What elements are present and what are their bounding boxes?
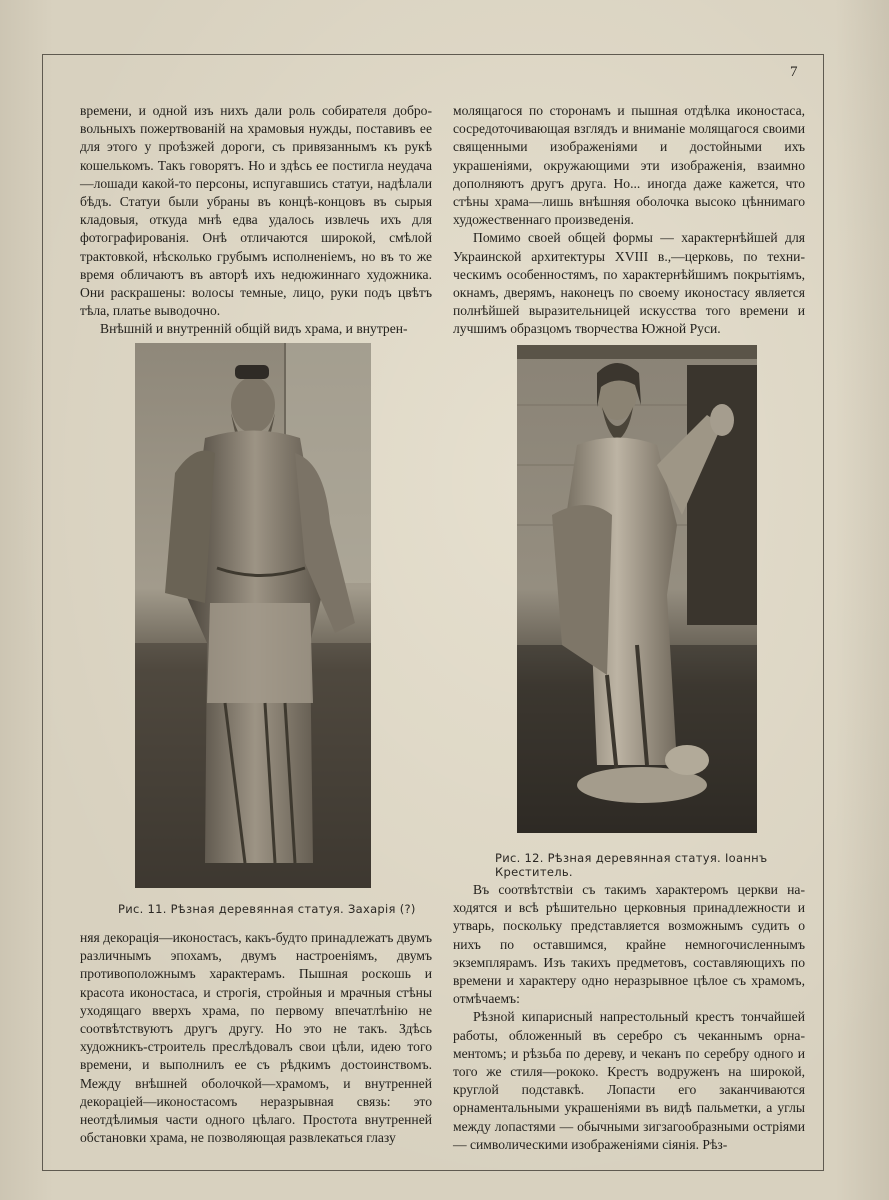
figure-caption-right: Рис. 12. Рѣзная деревянная статуя. Іоаннъ Креститель. — [495, 851, 768, 879]
paragraph: Внѣшній и внутренній общій видъ храма, и внутрен- — [100, 321, 408, 337]
right-column-bottom — [453, 881, 805, 1154]
paragraph: времени, и одной изъ нихъ дали роль собирателя добровольныхъ пожертвованій на храмовыя нужды, поставивъ ее для этого у проѣзжей дороги, съ привязаннымъ къ рукѣ кошелькомъ. Такъ говорятъ. Но и здѣсь ее постигла неудача—лошади какой-то персоны, испугавшись статуи, надѣлали бѣдъ. Статуи были убраны въ концѣ-концовъ въ сырыя кладовыя, откуда мнѣ едва удалось извлечь ихъ для фотографированія. Онѣ отличаются широкой, смѣлой трактовкой, нѣсколько грубымъ исполненіемъ, но въ то же время обличаютъ въ авторѣ ихъ недюжиннаго художника. Они раскрашены: волосы темные, лицо, руки подъ цвѣтъ тѣла, платье выводочно. — [80, 103, 432, 319]
statue-photo-illustration — [517, 345, 757, 833]
figure-caption-left: Рис. 11. Рѣзная деревянная статуя. Захарія (?) — [118, 902, 416, 916]
carved-statue-john-baptist-photo — [517, 345, 757, 833]
paragraph: няя декорація—иконостасъ, какъ-будто принадлежатъ двумъ различнымъ эпохамъ, двумъ настроеніямъ, двумъ противоположнымъ характерамъ. Пышная роскошь и красота иконостаса, и строгія, стройныя и мрачныя стѣны уходящаго вверхъ храма, по первому впечатлѣнію не соотвѣтствуютъ другъ другу. Но это не такъ. Здѣсь художникъ-строитель преслѣдовалъ свои цѣли, идею того времени, и выполнилъ ее съ рѣдкимъ достоинствомъ. Между внѣшней оболочкой—храмомъ, и внутренней декораціей—иконостасомъ неразрывная связь: это неотдѣлимыя части одного цѣлаго. Простота внутренней обстановки храма, не позволяющая развлекаться глазу — [80, 930, 432, 1146]
paragraph: Помимо своей общей формы — характернѣйшей для Украинской архитектуры XVIII в.,—церковь, по техническимъ особенностямъ, по характернѣйшимъ покрытіямъ, окнамъ, дверямъ, наконецъ по своему иконостасу является полнѣйшей выразительницей искусства того времени и лучшимъ образцомъ творчества Южной Руси. — [453, 230, 805, 337]
paragraph: Рѣзной кипарисный напрестольный крестъ тончайшей работы, обложенный въ серебро съ чеканнымъ орнаментомъ; и рѣзьба по дереву, и чеканъ по серебру одного и того же стиля—рококо. Крестъ водруженъ на широкой, круглой подставкѣ. Лопасти его заканчиваются орнаментальными украшеніями въ видѣ пальметки, а углы между лопастями — обычными зигзагообразными остріями — символическими изображеніями сіянія. Рѣз- — [453, 1009, 805, 1152]
left-column-bottom — [80, 929, 432, 1147]
paragraph: Въ соотвѣтствіи съ такимъ характеромъ церкви находятся и всѣ рѣшительно церковныя принадлежности и утварь, поскольку представляется возможнымъ судить о нихъ по оставшимся, крайне немногочисленнымъ экземплярамъ. Изъ такихъ предметовъ, составляющихъ по времени и характеру одно неразрывное цѣлое съ храмомъ, отмѣчаемъ: — [453, 882, 805, 1007]
statue-photo-illustration — [135, 343, 371, 888]
left-column-top — [80, 102, 432, 339]
page-number: 7 — [790, 64, 798, 80]
paragraph: молящагося по сторонамъ и пышная отдѣлка иконостаса, сосредоточивающая взглядъ и вниманіе молящагося своими священными изображеніями и достойными ихъ украшеніями, окружающими эти изображенія, взаимно дополняютъ другъ друга. Но... иногда даже кажется, что стѣны храма—лишь внѣшняя оболочка высоко цѣннимаго художественнаго произведенія. — [453, 103, 805, 228]
right-column-top — [453, 102, 805, 339]
carved-statue-zacharias-photo — [135, 343, 371, 888]
